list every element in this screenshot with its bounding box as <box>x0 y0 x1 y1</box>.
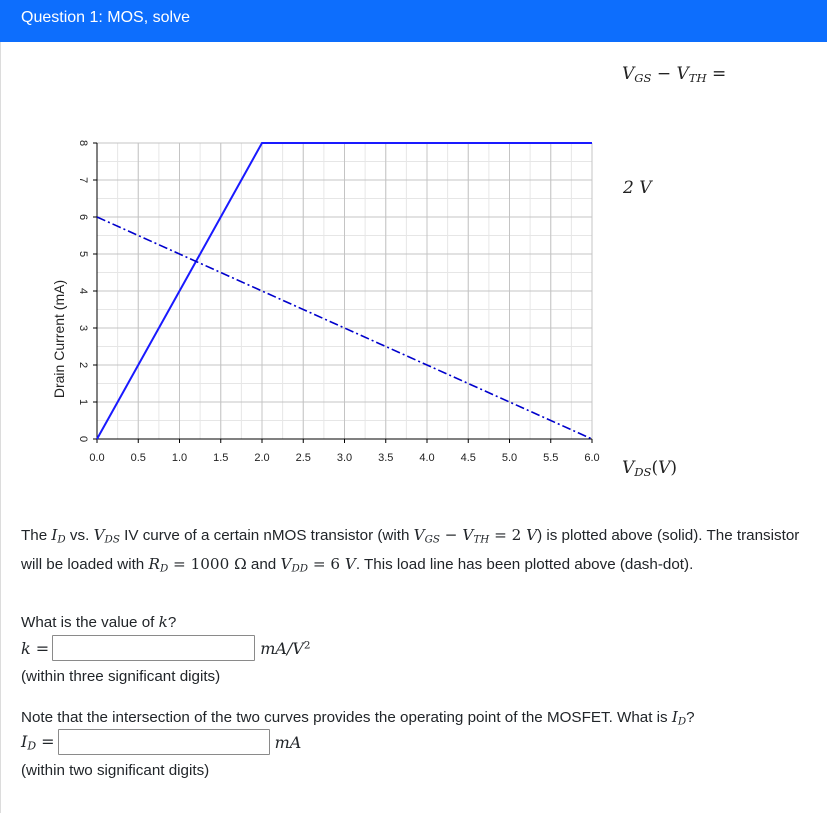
vov-label: $V_{GS} - V_{TH}$ = <box>622 64 727 85</box>
x-tick-label: 3.5 <box>378 452 394 464</box>
x-tick-label: 2.0 <box>254 452 270 464</box>
y-tick-label: 7 <box>77 176 90 184</box>
x-tick-label: 0.0 <box>89 452 105 464</box>
answer-row-k <box>21 635 310 661</box>
vov-value: 2 V <box>623 178 652 198</box>
y-tick-label: 6 <box>77 213 90 221</box>
x-tick-label: 1.5 <box>213 452 229 464</box>
y-tick-label: 0 <box>77 435 90 443</box>
x-tick-label: 5.0 <box>501 452 518 464</box>
y-tick-label: 4 <box>77 287 90 295</box>
y-tick-label: 2 <box>77 361 90 369</box>
x-tick-label: 3.0 <box>336 452 353 464</box>
k-precision-hint: (within three significant digits) <box>21 668 221 685</box>
question-k: What is the value of k? <box>21 613 177 631</box>
id-precision-hint: (within two significant digits) <box>21 762 210 779</box>
x-axis-label: $V_{DS}(V)$ <box>622 458 678 479</box>
k-answer-input[interactable] <box>52 635 255 661</box>
id-answer-input[interactable] <box>58 729 270 755</box>
y-tick-label: 1 <box>77 398 90 406</box>
x-tick-label: 2.5 <box>295 452 311 464</box>
plot-grid <box>97 143 592 439</box>
y-tick-label: 3 <box>77 324 90 332</box>
x-tick-label: 4.0 <box>419 452 435 464</box>
question-id: Note that the intersection of the two curves provides the operating point of the MOSFET. What is $I_D$? <box>21 708 695 728</box>
id-variable: $I_D$ = <box>21 731 55 753</box>
answer-row-id <box>21 729 301 755</box>
k-variable: k = <box>21 638 50 658</box>
x-tick-label: 0.5 <box>130 452 146 464</box>
x-tick-label: 1.0 <box>171 452 188 464</box>
y-axis-label: Drain Current (mA) <box>51 279 67 399</box>
problem-statement: The $I_D$ vs. $V_{DS}$ IV curve of a certain nMOS transistor (with $V_{GS} - V_{TH} = 2$ V) is plotted above (solid). The transistor will be loaded with $R_D = 1000$ Ω and $V_{DD} = 6$ V. This load line has been plotted above (dash-dot). <box>21 526 800 575</box>
x-tick-label: 4.5 <box>460 452 476 464</box>
question-header <box>0 0 827 42</box>
y-tick-label: 8 <box>77 139 90 147</box>
k-unit: $mA/V^2$ <box>260 638 311 658</box>
question-title: Question 1: MOS, solve <box>21 9 190 26</box>
plot-ticks <box>77 140 600 464</box>
x-tick-label: 6.0 <box>584 452 600 464</box>
y-tick-label: 5 <box>77 250 90 258</box>
id-unit: mA <box>274 732 302 752</box>
iv-plot <box>0 42 827 492</box>
x-tick-label: 5.5 <box>543 452 559 464</box>
